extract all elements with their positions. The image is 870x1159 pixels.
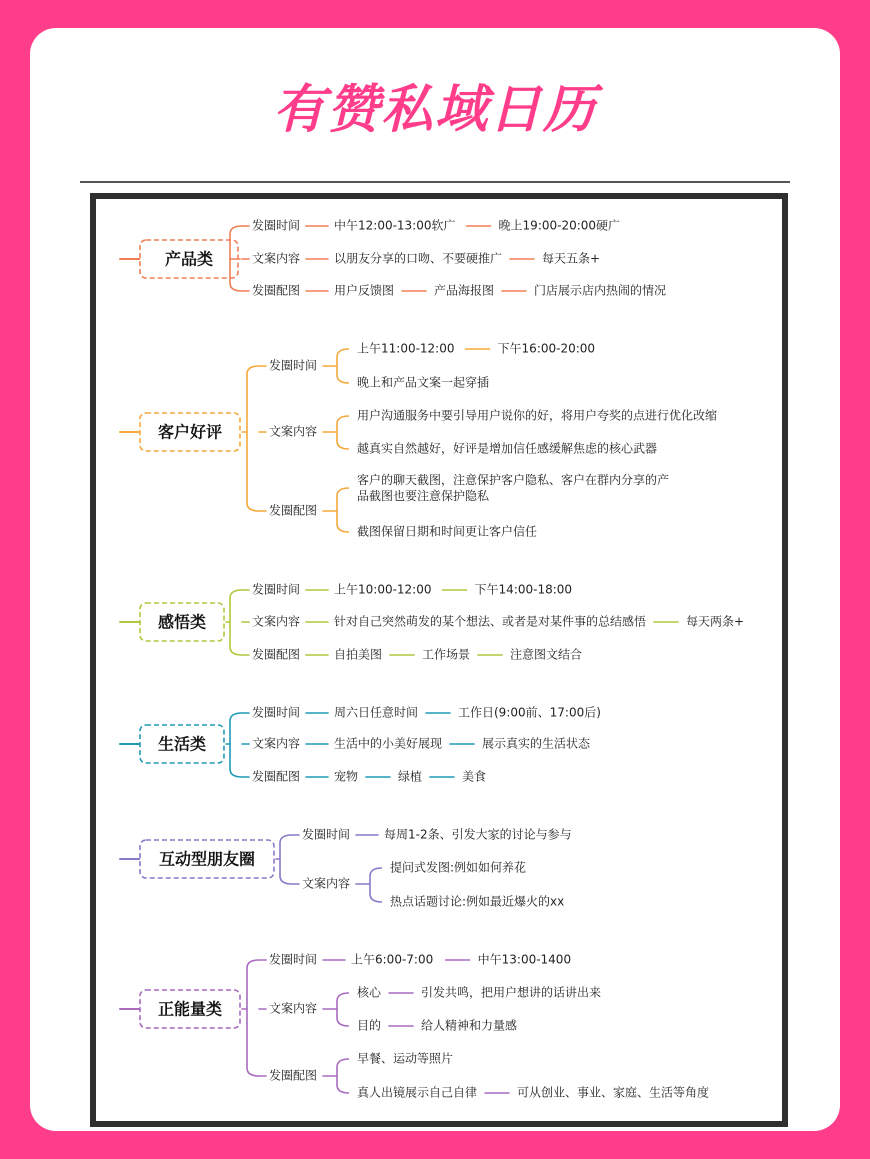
branch-label: 发圈时间	[252, 582, 301, 597]
category-label: 客户好评	[157, 422, 223, 442]
item-label: 上午10:00-12:00	[334, 582, 432, 597]
item-label: 注意图文结合	[510, 647, 583, 662]
item-label: 引发共鸣，把用户想讲的话讲出来	[421, 985, 602, 1000]
item-label: 每天两条+	[686, 614, 745, 629]
item-label: 目的	[357, 1018, 382, 1033]
branch-label: 发圈时间	[269, 952, 318, 967]
item-bracket	[337, 349, 349, 383]
item-label: 可从创业、事业、家庭、生活等角度	[517, 1085, 710, 1100]
branch-label: 发圈配图	[252, 769, 301, 784]
branch-label: 发圈配图	[252, 647, 301, 662]
item-label: 下午16:00-20:00	[497, 341, 596, 356]
branch-bracket	[247, 960, 259, 1076]
item-label: 热点话题讨论:例如最近爆火的xx	[390, 894, 565, 909]
branch-label: 文案内容	[252, 614, 301, 629]
item-label: 门店展示店内热闹的情况	[534, 283, 667, 298]
item-label: 自拍美图	[334, 647, 383, 662]
category-label: 互动型朋友圈	[158, 849, 256, 869]
branch-label: 发圈时间	[302, 827, 351, 842]
category-label: 感悟类	[157, 612, 207, 632]
branch-label: 文案内容	[302, 876, 351, 891]
branch-label: 发圈配图	[269, 503, 318, 518]
item-label: 宠物	[334, 769, 359, 784]
item-bracket	[337, 1059, 349, 1093]
branch-label: 文案内容	[252, 736, 301, 751]
item-label: 展示真实的生活状态	[482, 736, 591, 751]
branch-label: 发圈时间	[269, 358, 318, 373]
item-label: 上午6:00-7:00	[351, 952, 434, 967]
item-label: 产品海报图	[434, 283, 495, 298]
item-label: 每天五条+	[542, 251, 601, 266]
item-label: 绿植	[398, 769, 423, 784]
item-label: 每周1-2条、引发大家的讨论与参与	[384, 827, 572, 842]
category-label: 正能量类	[157, 999, 223, 1019]
item-label: 中午13:00-1400	[477, 952, 572, 967]
page-title: 有赞私域日历	[272, 80, 597, 140]
item-label: 越真实自然越好，好评是增加信任感缓解焦虑的核心武器	[357, 441, 658, 456]
item-bracket	[337, 416, 349, 449]
item-label: 早餐、运动等照片	[357, 1051, 454, 1066]
item-label: 真人出镜展示自己自律	[357, 1085, 478, 1100]
item-label: 以朋友分享的口吻、不要硬推广	[334, 251, 503, 266]
item-label: 客户的聊天截图，注意保护客户隐私、客户在群内分享的产品截图也要注意保护隐私	[357, 472, 670, 503]
branch-bracket	[247, 366, 259, 511]
item-label: 工作日(9:00前、17:00后)	[458, 705, 601, 720]
branch-bracket	[230, 590, 242, 655]
item-label: 中午12:00-13:00软广	[334, 218, 456, 233]
branch-label: 文案内容	[252, 251, 301, 266]
item-label: 晚上19:00-20:00硬广	[498, 218, 621, 233]
item-label: 提问式发图:例如如何养花	[390, 860, 527, 875]
item-label: 生活中的小美好展现	[334, 736, 443, 751]
item-label: 核心	[357, 985, 382, 1000]
item-label: 下午14:00-18:00	[474, 582, 573, 597]
branch-label: 文案内容	[269, 424, 318, 439]
branch-label: 文案内容	[269, 1001, 318, 1016]
branch-label: 发圈配图	[269, 1068, 318, 1083]
item-label: 上午11:00-12:00	[357, 341, 455, 356]
item-bracket	[337, 488, 349, 532]
item-label: 用户沟通服务中要引导用户说你的好，将用户夸奖的点进行优化改缩	[357, 408, 718, 423]
item-label: 用户反馈图	[334, 283, 395, 298]
branch-bracket	[230, 713, 242, 777]
branch-label: 发圈时间	[252, 218, 301, 233]
item-label: 美食	[462, 769, 487, 784]
item-label: 给人精神和力量感	[421, 1018, 518, 1033]
item-label: 针对自己突然萌发的某个想法、或者是对某件事的总结感悟	[334, 614, 647, 629]
category-label: 生活类	[157, 734, 207, 754]
item-label: 周六日任意时间	[334, 705, 419, 720]
item-label: 截图保留日期和时间更让客户信任	[357, 524, 538, 539]
branch-label: 发圈配图	[252, 283, 301, 298]
item-label: 晚上和产品文案一起穿插	[357, 375, 490, 390]
category-label: 产品类	[164, 249, 214, 269]
item-bracket	[337, 993, 349, 1026]
branch-bracket	[280, 835, 292, 884]
item-label: 工作场景	[422, 647, 471, 662]
item-bracket	[370, 868, 382, 902]
branch-label: 发圈时间	[252, 705, 301, 720]
